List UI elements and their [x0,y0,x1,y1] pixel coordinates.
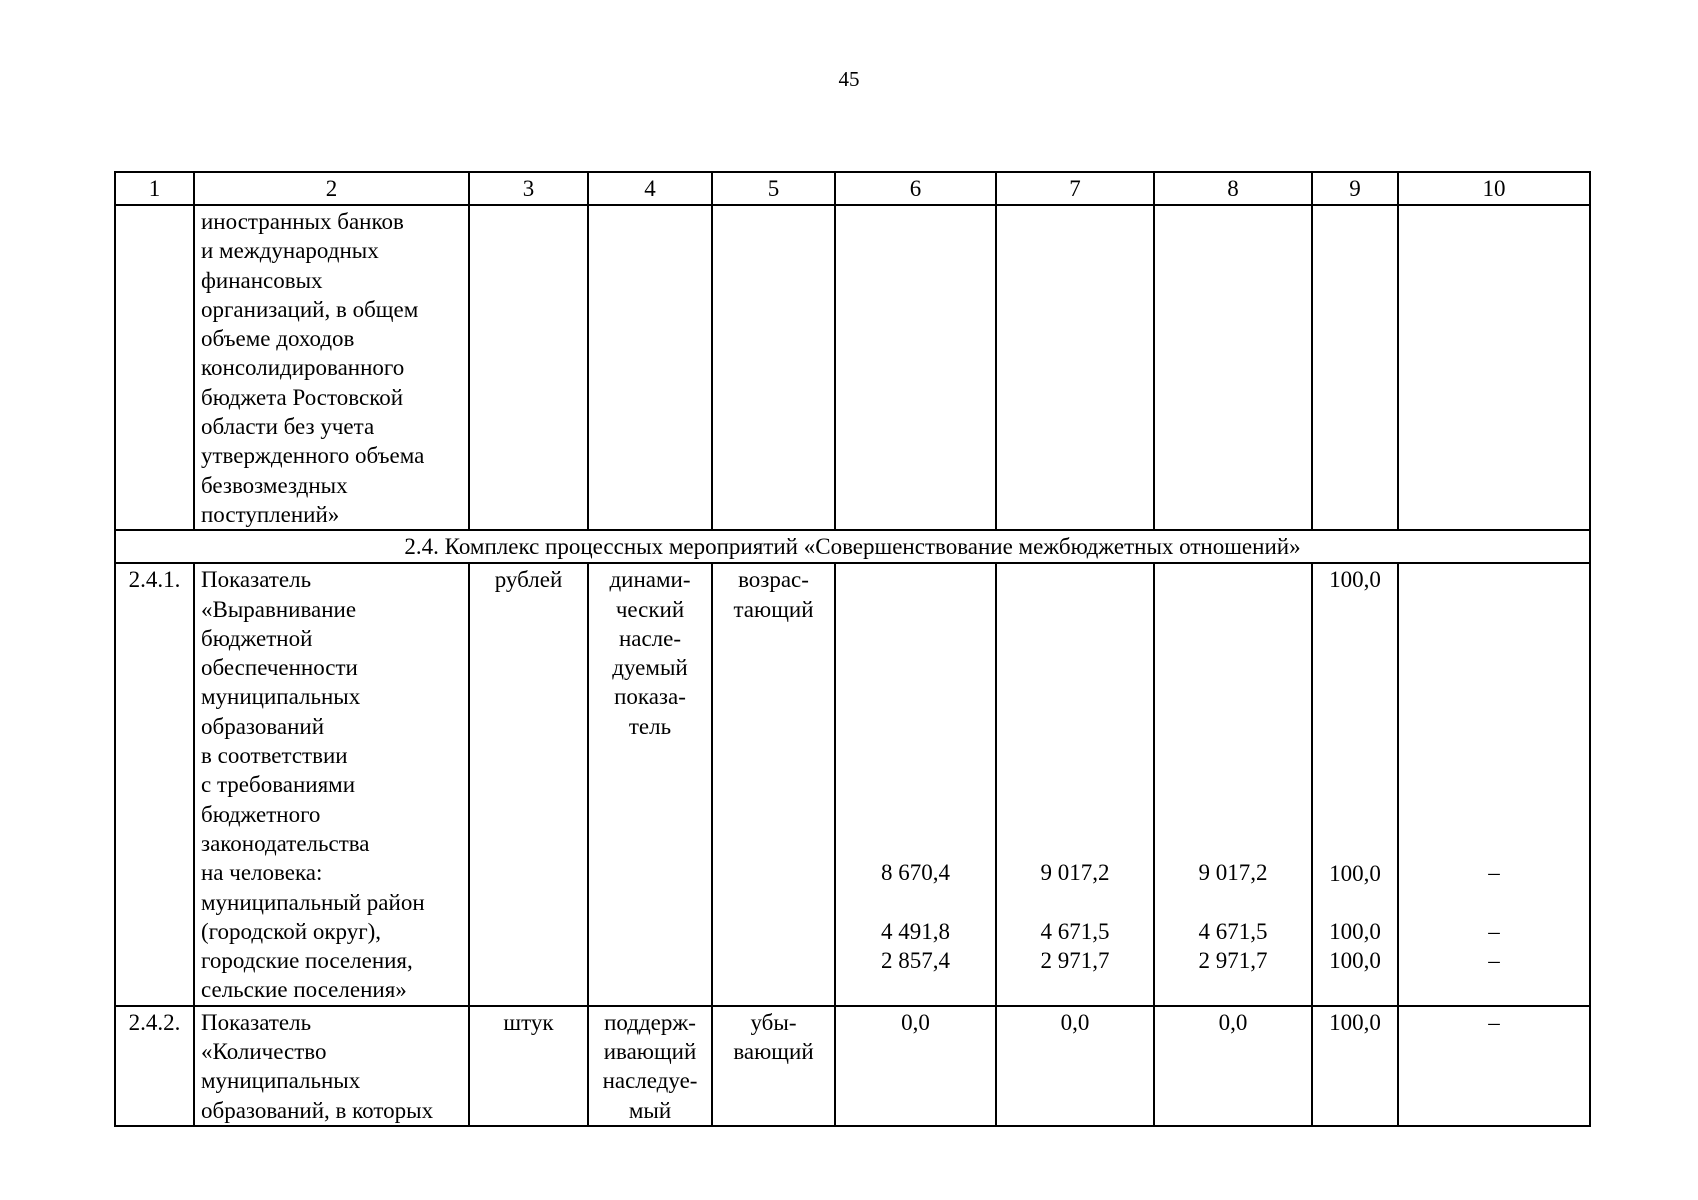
table-cell [1398,205,1590,530]
column-number: 5 [712,172,835,205]
continuation-row [115,205,1590,530]
value-cell-col10: – [1398,1006,1590,1126]
column-number: 1 [115,172,194,205]
table-cell [996,205,1154,530]
value-cell-col9: 100,0 100,0 100,0 100,0 [1312,563,1398,1005]
indicator-description: иностранных банков и международных финансовых организаций, в общем объеме доходов консолидированного бюджета Ростовской области без учета утвержденного объема безвозмездных поступлений» [194,205,469,530]
indicators-table [114,171,1591,1127]
column-number: 7 [996,172,1154,205]
value-cell-col8: 9 017,2 4 671,5 2 971,7 [1154,563,1312,1005]
column-number: 2 [194,172,469,205]
column-number: 6 [835,172,996,205]
table-cell [588,205,712,530]
value-cell-col8: 0,0 [1154,1006,1312,1126]
section-row [115,530,1590,563]
direction-cell: убы- вающий [712,1006,835,1126]
table-row [115,1006,1590,1126]
page-number: 45 [838,67,860,91]
indicator-description: Показатель «Выравнивание бюджетной обеспеченности муниципальных образований в соответствии с требованиями бюджетного законодательства на человека: муниципальный район (городской округ), городские поселения, сельские поселения» [194,563,469,1005]
indicator-type-cell: динами- ческий насле- дуемый показа- тель [588,563,712,1005]
unit-cell: рублей [469,563,588,1005]
indicator-type-cell: поддерж- ивающий наследуе- мый [588,1006,712,1126]
value-cell-col6: 8 670,4 4 491,8 2 857,4 [835,563,996,1005]
section-title: 2.4. Комплекс процессных мероприятий «Совершенствование межбюджетных отношений» [115,530,1590,563]
column-number: 3 [469,172,588,205]
column-number-row [115,172,1590,205]
column-number: 4 [588,172,712,205]
value-cell-col10: – – – [1398,563,1590,1005]
table-cell [835,205,996,530]
value-cell-col7: 0,0 [996,1006,1154,1126]
table-cell [712,205,835,530]
table-cell [1154,205,1312,530]
value-cell-col7: 9 017,2 4 671,5 2 971,7 [996,563,1154,1005]
indicator-description: Показатель «Количество муниципальных образований, в которых [194,1006,469,1126]
table-row [115,563,1590,1005]
value-cell-col6: 0,0 [835,1006,996,1126]
column-number: 9 [1312,172,1398,205]
table-cell [469,205,588,530]
unit-cell: штук [469,1006,588,1126]
direction-cell: возрас- тающий [712,563,835,1005]
row-number: 2.4.1. [115,563,194,1005]
column-number: 8 [1154,172,1312,205]
row-number-cell [115,205,194,530]
column-number: 10 [1398,172,1590,205]
row-number: 2.4.2. [115,1006,194,1126]
value-cell-col9: 100,0 [1312,1006,1398,1126]
table-cell [1312,205,1398,530]
